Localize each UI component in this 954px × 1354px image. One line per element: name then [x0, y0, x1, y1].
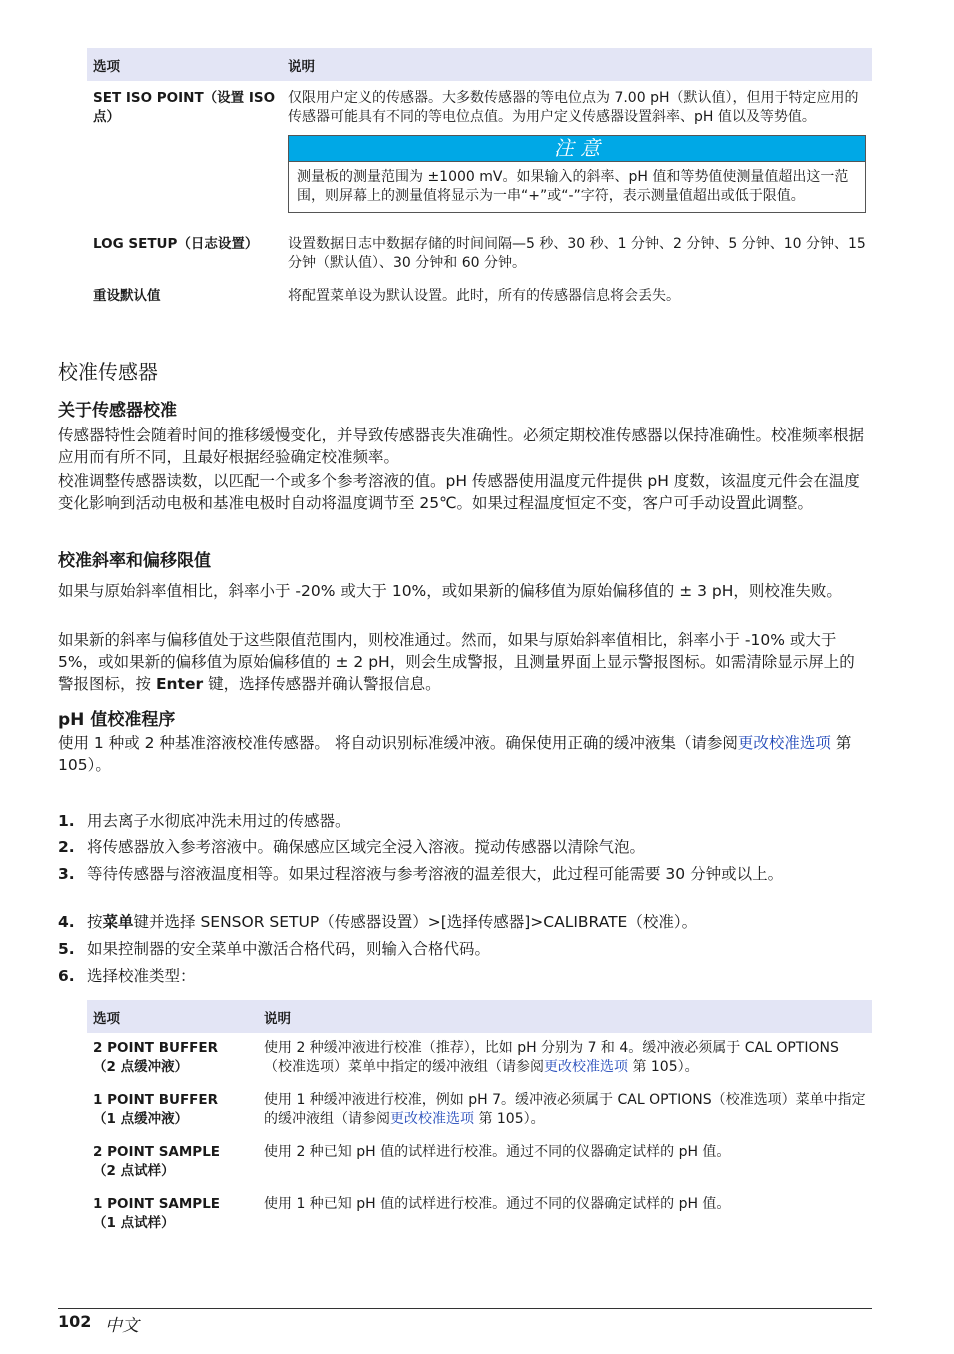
change-cal-options-link[interactable]: 更改校准选项 [390, 1111, 474, 1127]
option-description: 将配置菜单设为默认设置。此时，所有的传感器信息将会丢失。 [288, 288, 680, 304]
step-number: 3. [58, 865, 75, 883]
paragraph: 传感器特性会随着时间的推移缓慢变化，并导致传感器丧失准确性。必须定期校准传感器以保持准确性。校准频率根据应用而有所不同，且最好根据经验确定校准频率。 [58, 426, 865, 466]
option-description [258, 1085, 872, 1137]
table-row [87, 281, 872, 314]
text: 第 105）。 [474, 1111, 545, 1127]
description-text: 仅限用户定义的传感器。大多数传感器的等电位点为 7.00 pH（默认值），但用于特定应用的传感器可能具有不同的等电位点值。为用户定义传感器设置斜率、pH 值以及等势值。 [288, 90, 859, 125]
step-item [58, 811, 868, 831]
table-row [87, 1033, 872, 1085]
calibration-type-table [87, 1000, 872, 1241]
step-text [87, 912, 868, 932]
option-description [282, 81, 872, 221]
option-name [87, 1033, 258, 1085]
table-header [87, 1000, 872, 1033]
option-description [258, 1033, 872, 1085]
text: 键并选择 SENSOR SETUP（传感器设置）>[选择传感器]>CALIBRATE（校准）。 [133, 913, 698, 931]
page-number: 102 [58, 1312, 92, 1331]
header-option: 选项 [87, 48, 282, 81]
option-name-zh: （2 点试样） [93, 1163, 175, 1179]
header-option: 选项 [87, 1000, 258, 1033]
step-number: 6. [58, 967, 75, 985]
step-number: 2. [58, 838, 75, 856]
option-name: 重设默认值 [93, 288, 161, 304]
step-item [58, 837, 868, 857]
text: 第 105）。 [628, 1059, 699, 1075]
table-row [87, 81, 872, 221]
enter-key-label: Enter [155, 675, 204, 693]
option-name-zh: （1 点试样） [93, 1215, 175, 1231]
text: 键，选择传感器并确认警报信息。 [203, 675, 441, 693]
text: 如果新的斜率与偏移值处于这些限值范围内，则校准通过。然而，如果与原始斜率值相比，斜率小于 -10% 或大于 5%，或如果新的偏移值为原始偏移值的 ± 2 pH，则会生成警报，且测量界面上显示警报图标。如需清除显示屏上的警报图标，按 [58, 631, 855, 693]
option-name: SET ISO POINT（设置 ISO 点） [93, 90, 276, 125]
option-name-zh: （2 点缓冲液） [93, 1059, 189, 1075]
subsection-title: pH 值校准程序 [58, 710, 176, 730]
text: 使用 1 种或 2 种基准溶液校准传感器。 将自动识别标准缓冲液。确保使用正确的缓冲液集（请参阅 [58, 734, 738, 752]
paragraph [58, 732, 868, 776]
option-description: 使用 2 种已知 pH 值的试样进行校准。通过不同的仪器确定试样的 pH 值。 [264, 1144, 731, 1160]
notice-box [288, 135, 866, 213]
footer-divider [58, 1308, 872, 1309]
option-description: 设置数据日志中数据存储的时间间隔—5 秒、30 秒、1 分钟、2 分钟、5 分钟、10 分钟、15 分钟（默认值）、30 分钟和 60 分钟。 [288, 236, 866, 271]
step-text: 将传感器放入参考溶液中。确保感应区域完全浸入溶液。搅动传感器以清除气泡。 [87, 838, 646, 856]
text: 使用 2 种缓冲液进行校准（推荐），比如 pH 分别为 7 和 4。缓冲液必须属于 CAL OPTIONS（校准选项）菜单中指定的缓冲液组（请参阅 [264, 1040, 839, 1075]
option-description: 使用 1 种已知 pH 值的试样进行校准。通过不同的仪器确定试样的 pH 值。 [264, 1196, 731, 1212]
table-row [87, 1189, 872, 1241]
table-header [87, 48, 872, 81]
option-name [87, 1189, 258, 1241]
subsection-title: 关于传感器校准 [58, 401, 177, 421]
text: 第 105）。 [58, 734, 852, 774]
options-table-1 [87, 48, 872, 314]
table-row [87, 1085, 872, 1137]
change-cal-options-link[interactable]: 更改校准选项 [737, 734, 831, 752]
paragraph [58, 629, 868, 695]
step-number: 1. [58, 812, 75, 830]
paragraph: 校准调整传感器读数，以匹配一个或多个参考溶液的值。pH 传感器使用温度元件提供 pH 度数，该温度元件会在温度变化影响到活动电极和基准电极时自动将温度调节至 25℃。如果过程温度恒定不变，客户可手动设置此调整。 [58, 472, 860, 512]
step-text: 选择校准类型： [87, 967, 196, 985]
option-name: LOG SETUP（日志设置） [93, 236, 259, 252]
option-name [87, 1137, 258, 1189]
notice-text: 测量板的测量范围为 ±1000 mV。如果输入的斜率、pH 值和等势值使测量值超出这一范围，则屏幕上的测量值将显示为一串“+”或“-”字符，表示测量值超出或低于限值。 [297, 169, 849, 204]
footer-language: 中文 [105, 1316, 139, 1336]
table-row [87, 221, 872, 281]
option-name-en: 2 POINT SAMPLE [93, 1144, 221, 1160]
step-item [58, 939, 868, 959]
subsection-title: 校准斜率和偏移限值 [58, 551, 211, 571]
paragraph: 如果与原始斜率值相比，斜率小于 -20% 或大于 10%，或如果新的偏移值为原始偏移值的 ± 3 pH，则校准失败。 [58, 582, 842, 600]
step-item [58, 912, 868, 932]
step-item [58, 864, 868, 884]
notice-title: 注 意 [289, 136, 865, 162]
header-description: 说明 [282, 48, 872, 81]
step-text: 等待传感器与溶液温度相等。如果过程溶液与参考溶液的温差很大，此过程可能需要 30 分钟或以上。 [87, 865, 784, 883]
step-number: 4. [58, 913, 75, 931]
text: 按 [87, 913, 103, 931]
step-item [58, 966, 868, 986]
table-row [87, 1137, 872, 1189]
step-text: 用去离子水彻底冲洗未用过的传感器。 [87, 812, 351, 830]
option-name-en: 1 POINT BUFFER [93, 1092, 219, 1108]
option-name-zh: （1 点缓冲液） [93, 1111, 189, 1127]
step-number: 5. [58, 940, 75, 958]
change-cal-options-link[interactable]: 更改校准选项 [544, 1059, 628, 1075]
option-name-en: 2 POINT BUFFER [93, 1040, 219, 1056]
menu-key-label: 菜单 [102, 913, 134, 931]
step-text: 如果控制器的安全菜单中激活合格代码，则输入合格代码。 [87, 940, 491, 958]
option-name-en: 1 POINT SAMPLE [93, 1196, 221, 1212]
option-name [87, 1085, 258, 1137]
section-title: 校准传感器 [58, 360, 158, 384]
header-description: 说明 [258, 1000, 872, 1033]
text: 使用 1 种缓冲液进行校准，例如 pH 7。缓冲液必须属于 CAL OPTIONS（校准选项）菜单中指定的缓冲液组（请参阅 [264, 1092, 866, 1127]
